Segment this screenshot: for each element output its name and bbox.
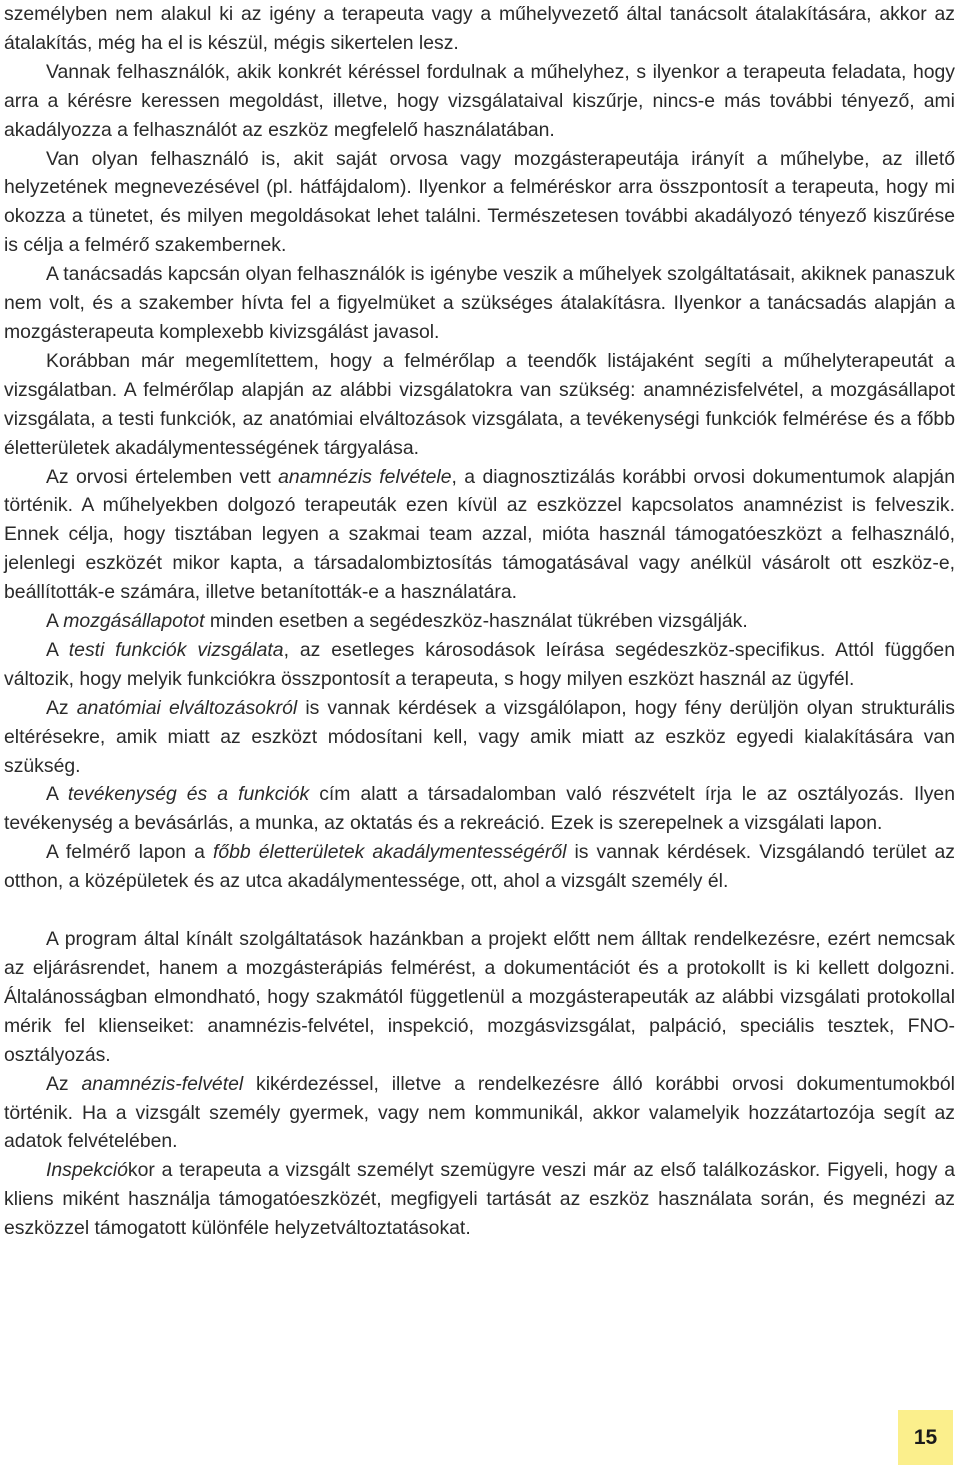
paragraph [4,0,955,58]
paragraph [4,1070,955,1157]
paragraph [4,838,955,896]
text-run: Az [46,1072,82,1095]
italic-term: anatómiai elváltozásokról [76,696,298,719]
italic-term: tevékenység és a funkciók [67,783,310,806]
text-run: A [46,610,64,633]
document-body [4,0,955,1243]
text-run: személyben nem alakul ki az igény a terapeuta vagy a műhelyvezető által tanácsolt átalakítására, akkor az átalakítás, még ha el is készül, mégis sikertelen lesz. [4,3,955,54]
text-run: A program által kínált szolgáltatások hazánkban a projekt előtt nem álltak rendelkezésre, ezért nemcsak az eljárásrendet, hanem a mozgásterápiás felmérést, a dokumentációt és a protokollt is ki kellett dolgozni. Általánosságban elmondható, hogy szakmától függetlenül a mozgásterapeuták az alábbi vizsgálati protokollal mérik fel klienseiket: anamnézis-felvétel, inspekció, mozgásvizsgálat, palpáció, speciális tesztek, FNO-osztályozás. [4,928,955,1066]
paragraph [4,925,955,1070]
paragraph [4,607,955,636]
italic-term: főbb életterületek akadálymentességéről [212,841,567,864]
text-run: Korábban már megemlítettem, hogy a felmérőlap a teendők listájaként segíti a műhelyterapeutát a vizsgálatban. A felmérőlap alapján az alábbi vizsgálatokra van szükség: anamnézisfelvétel, a mozgásállapot vizsgálata, a testi funkciók, az anatómiai elváltozások vizsgálata, a tevékenységi funkciók felmérése és a főbb életterületek akadálymentességének tárgyalása. [4,349,955,459]
italic-term: anamnézis felvétele [278,465,452,488]
text-run: Az [46,696,77,719]
text-run: A tanácsadás kapcsán olyan felhasználók is igénybe veszik a műhelyek szolgáltatásait, akiknek panaszuk nem volt, és a szakember hívta fel a figyelmüket a szükséges átalakításra. Ilyenkor a tanácsadás alapján a mozgásterapeuta komplexebb kivizsgálást javasol. [4,263,955,343]
italic-term: mozgásállapotot [63,610,205,633]
text-run: Az orvosi értelemben vett [46,465,279,488]
text-run: , az esetleges károsodások leírása segédeszköz-specifikus. Attól függően változik, hogy melyik funkciókra összpontosít a terapeuta, s hogy milyen eszközt használ az ügyfél. [4,638,955,690]
text-run: kikérdezéssel, illetve a rendelkezésre álló korábbi orvosi dokumentumokból történik. Ha a vizsgált személy gyermek, vagy nem kommunikál, akkor valamelyik hozzátartozója segít az adatok felvételében. [4,1072,955,1153]
paragraph [4,694,955,781]
text-run: Vannak felhasználók, akik konkrét kéréssel fordulnak a műhelyhez, s ilyenkor a terapeuta feladata, hogy arra a kérésre keressen megoldást, illetve, hogy vizsgálataival kiszűrje, nincs-e más további tényező, ami akadályozza a felhasználót az eszköz megfelelő használatában. [4,60,955,141]
italic-term: anamnézis-felvétel [81,1072,244,1095]
paragraph [4,58,955,145]
text-run: is vannak kérdések a vizsgálólapon, hogy fény derüljön olyan strukturális eltérésekre, amik miatt az eszközt módosítani kell, vagy amik miatt az eszköz egyedi kialakítására van szükség. [4,696,956,777]
page-number: 15 [913,1425,938,1449]
text-run: minden esetben a segédeszköz-használat tükrében vizsgálják. [204,610,748,633]
paragraph [4,260,955,347]
italic-term: testi funkciók vizsgálata [68,638,284,661]
text-run: A felmérő lapon a [46,841,213,864]
text-run: A [46,638,69,661]
paragraph [4,636,955,694]
paragraph [4,347,955,463]
paragraph [4,145,955,261]
italic-term: Inspekció [46,1159,128,1182]
paragraph [4,780,955,838]
text-run: cím alatt a társadalomban való részvételt írja le az osztályozás. Ilyen tevékenység a bevásárlás, a munka, az oktatás és a rekreáció. Ezek is szerepelnek a vizsgálati lapon. [4,783,955,835]
paragraph [4,1156,955,1243]
paragraph [4,463,955,608]
text-run: , a diagnosztizálás korábbi orvosi dokumentumok alapján történik. A műhelyekben dolgozó terapeuták ezen kívül az eszközzel kapcsolatos anamnézist is felveszik. Ennek célja, hogy tisztában legyen a szakmai team azzal, mióta használ támogatóeszközt a felhasználó, jelenlegi eszközét mikor kapta, a társadalombiztosítás támogatásával vagy anélkül vásárolt ott eszköz-e, beállították-e számára, illetve betanították-e a használatára. [4,465,955,604]
text-run: kor a terapeuta a vizsgált személyt szemügyre veszi már az első találkozáskor. Figyeli, hogy a kliens miként használja támogatóeszközét, megfigyeli tartását az eszköz használata során, és megnézi az eszközzel támogatott különféle helyzetváltoztatásokat. [4,1159,955,1240]
text-run: is vannak kérdések. Vizsgálandó terület az otthon, a középületek és az utca akadálymentessége, ott, ahol a vizsgált személy él. [4,841,956,893]
page-number-box [898,1410,953,1465]
text-run: A [46,783,68,806]
text-run: Van olyan felhasználó is, akit saját orvosa vagy mozgásterapeutája irányít a műhelybe, az illető helyzetének megnevezésével (pl. hátfájdalom). Ilyenkor a felméréskor arra összpontosít a terapeuta, hogy mi okozza a tünetet, és milyen megoldásokat lehet találni. Természetesen további akadályozó tényező kiszűrése is célja a felmérő szakembernek. [4,147,955,257]
